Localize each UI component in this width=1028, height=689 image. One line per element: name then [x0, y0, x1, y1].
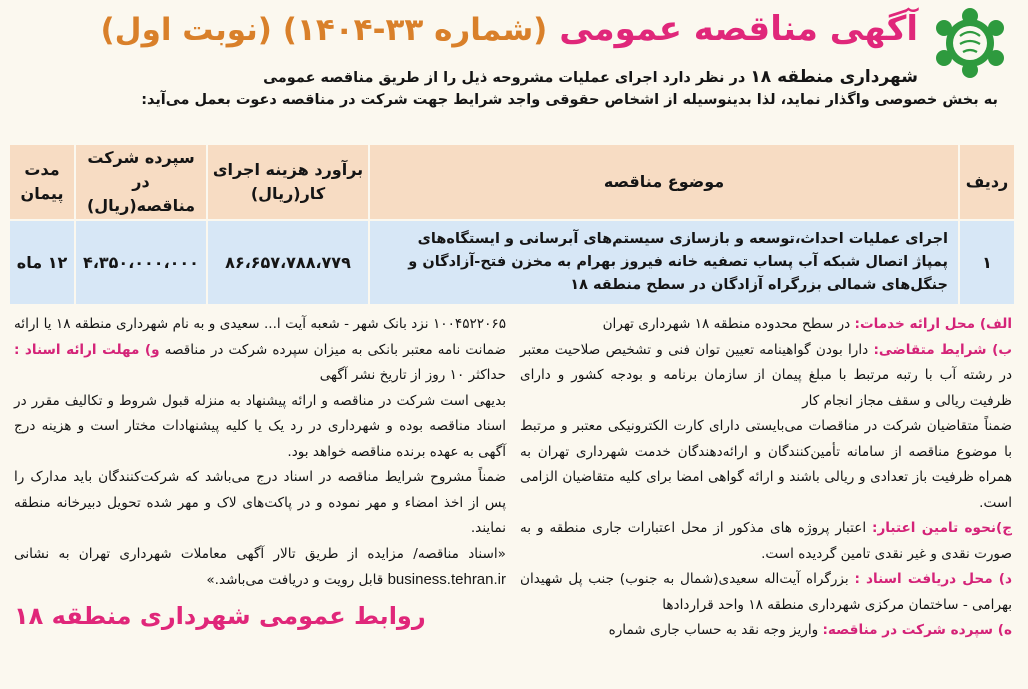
table-row — [10, 221, 1014, 304]
intro-line1: در نظر دارد اجرای عملیات مشروحه ذیل را از طریق مناقصه عمومی — [263, 70, 751, 86]
header-subject: موضوع مناقصه — [370, 145, 958, 219]
conditions-columns — [14, 312, 1012, 681]
section-i-text: «اسناد مناقصه/ مزایده از طریق تالار آگهی معاملات شهرداری تهران به نشانی — [14, 545, 506, 562]
tender-table — [8, 143, 1016, 306]
section-e-label: ه) سپرده شرکت در مناقصه: — [822, 622, 1012, 638]
table-header-row — [10, 145, 1014, 219]
section-f-label: و) مهلت ارائه اسناد : — [14, 341, 160, 358]
intro-line2: به بخش خصوصی واگذار نماید، لذا بدینوسیله از اشخاص حقوقی واجد شرایط جهت شرکت در مناقصه دعوت بعمل می‌آید: — [141, 92, 998, 108]
section-e — [520, 618, 1012, 644]
section-i — [14, 542, 506, 594]
section-c — [520, 516, 1012, 567]
section-b-label: ب) شرایط متقاضی: — [873, 341, 1012, 358]
section-h: ضمناً مشروح شرایط مناقصه در اسناد درج می‌باشد که شرکت‌کنندگان باید مدارک را پس از اخذ امضاء و مهر نموده و در پاکت‌های لاک و مهر شده تحویل دبیرخانه منطقه نمایند. — [14, 469, 506, 536]
notice-number: (شماره ۳۳-۱۴۰۴) (نوبت اول) — [100, 12, 548, 48]
section-b — [520, 338, 1012, 415]
section-a-text: در سطح محدوده منطقه ۱۸ شهرداری تهران — [602, 316, 855, 332]
section-f-text: حداکثر ۱۰ روز از تاریخ نشر آگهی — [319, 367, 506, 383]
intro-text — [20, 66, 998, 111]
intro-municipality: شهرداری منطقه ۱۸ — [750, 67, 918, 87]
cell-estimate: ۸۶،۶۵۷،۷۸۸،۷۷۹ — [208, 221, 368, 304]
business-url-link[interactable]: business.tehran.ir — [387, 571, 506, 588]
header-duration: مدت پیمان — [10, 145, 74, 219]
notice-title-main: آگهی مناقصه عمومی — [559, 9, 918, 49]
header-deposit: سپرده شرکت در مناقصه(ریال) — [76, 145, 206, 219]
section-e-text: واریز وجه نقد به حساب جاری شماره — [608, 622, 823, 638]
section-d-label: د) محل دریافت اسناد : — [854, 571, 1012, 587]
header-estimate: برآورد هزینه اجرای کار(ریال) — [208, 145, 368, 219]
conditions-left-column — [14, 312, 506, 681]
section-i-end: قابل رویت و دریافت می‌باشد.» — [206, 572, 388, 588]
section-b-extra: ضمناً متقاضیان شرکت در مناقصات می‌بایستی دارای کارت الکترونیکی معتبر و مرتبط با موضوع مناقصه از سامانه تأمین‌کنندگان و ارائه‌دهندگان خدمت شهرداری تهران به همراه ظرفیت باز تعدادی و ریالی باشند و ارائه گواهی امضا برای کلیه متقاضیان الزامی است. — [520, 418, 1012, 511]
cell-subject: اجرای عملیات احداث،توسعه و بازسازی سیستم‌های آبرسانی و ایستگاه‌های پمپاژ اتصال شبکه آب پساب تصفیه خانه فیروز بهرام به مخزن فتح-آزادگان و جنگل‌های شمالی بزرگراه آزادگان در سطح منطقه ۱۸ — [370, 221, 958, 304]
public-relations-signature: روابط عمومی شهرداری منطقه ۱۸ — [14, 601, 426, 630]
header-row-number: ردیف — [960, 145, 1014, 219]
cell-deposit: ۴،۳۵۰،۰۰۰،۰۰۰ — [76, 221, 206, 304]
section-a — [520, 312, 1012, 338]
section-e-cont — [14, 312, 506, 389]
section-d — [520, 567, 1012, 618]
conditions-right-column — [520, 312, 1012, 681]
section-c-text: اعتبار پروژه های مذکور از محل اعتبارات جاری منطقه و به صورت نقدی و غیر نقدی تامین گردیده است. — [520, 520, 1012, 562]
cell-duration: ۱۲ ماه — [10, 221, 74, 304]
section-c-label: ج)نحوه تامین اعتبار: — [872, 520, 1012, 536]
cell-row-number: ۱ — [960, 221, 1014, 304]
section-d-text: بزرگراه آیت‌اله سعیدی(شمال به جنوب) جنب پل شهیدان بهرامی - ساختمان مرکزی شهرداری منطقه ۱۸ واحد قراردادها — [520, 571, 1012, 613]
section-a-label: الف) محل ارائه خدمات: — [854, 316, 1012, 332]
section-b-text: دارا بودن گواهینامه تعیین توان فنی و تشخیص صلاحیت معتبر در رشته آب با رتبه مرتبط با مبلغ پیمان از سازمان برنامه و بودجه کشور و دارای ظرفیت ریالی و سقف مجاز انجام کار — [520, 341, 1012, 409]
section-g: بدیهی است شرکت در مناقصه و ارائه پیشنهاد به منزله قبول شروط و تکالیف مقرر در اسناد مناقصه بوده و شهرداری در رد یک یا کلیه پیشنهادات مختار است و هزینه درج آگهی به عهده برنده مناقصه خواهد بود. — [14, 392, 506, 460]
section-e-cont-text: نزد بانک شهر - شعبه آیت ا... سعیدی و به نام شهرداری منطقه ۱۸ یا ارائه ضمانت نامه معتبر بانکی به میزان سپرده شرکت در مناقصه — [14, 316, 506, 358]
account-number: ۱۰۰۴۵۲۲۰۶۵ — [432, 316, 506, 332]
notice-title — [100, 6, 918, 53]
